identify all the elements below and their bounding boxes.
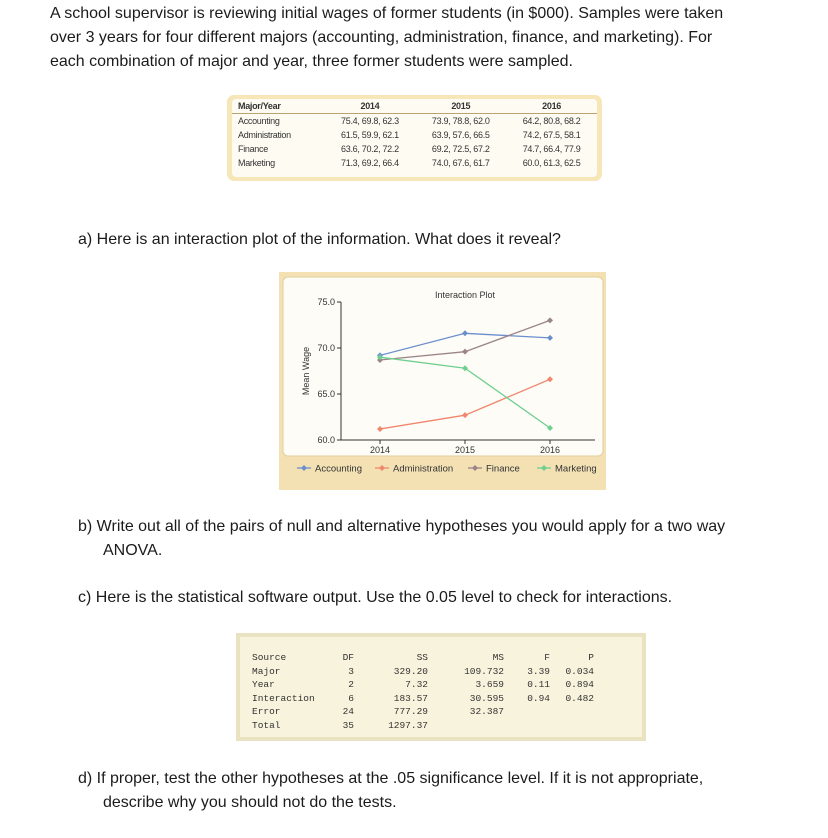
legend-swatch-marker xyxy=(472,465,478,471)
cell-2016: 74.2, 67.5, 58.1 xyxy=(522,130,581,140)
anova-df: 3 xyxy=(348,665,354,677)
problem-intro xyxy=(50,2,800,74)
y-tick-label: 70.0 xyxy=(317,343,335,353)
table-row xyxy=(232,142,597,156)
wage-data-table xyxy=(227,95,602,181)
question-c: c) Here is the statistical software output. Use the 0.05 level to check for interactions. xyxy=(78,589,673,606)
anova-p: 0.482 xyxy=(565,692,594,704)
anova-p xyxy=(550,719,594,733)
interaction-plot-svg xyxy=(279,272,606,490)
anova-ss: 7.32 xyxy=(405,679,428,691)
anova-f: 0.94 xyxy=(527,692,550,704)
question-b xyxy=(78,515,798,563)
anova-row xyxy=(252,665,594,679)
data-table-header xyxy=(232,99,597,114)
anova-header-df: DF xyxy=(342,652,354,664)
cell-2015: 73.9, 78.8, 62.0 xyxy=(431,116,490,126)
anova-df: 35 xyxy=(342,719,354,731)
y-tick-label: 60.0 xyxy=(317,435,335,445)
table-row xyxy=(232,128,597,142)
x-tick-label: 2016 xyxy=(539,445,561,455)
anova-header-p: P xyxy=(588,652,594,664)
anova-source: Interaction xyxy=(252,692,315,704)
row-major: Accounting xyxy=(238,116,280,126)
cell-2016: 60.0, 61.3, 62.5 xyxy=(522,158,581,168)
anova-row xyxy=(252,705,594,719)
legend-swatch-marker xyxy=(301,465,307,471)
y-tick-label: 75.0 xyxy=(317,297,335,307)
intro-line-3: each combination of major and year, three former students were sampled. xyxy=(50,53,573,70)
row-major: Administration xyxy=(238,130,291,140)
anova-ms: 3.659 xyxy=(475,679,504,691)
legend-swatch-marker xyxy=(379,465,385,471)
legend-label-accounting: Accounting xyxy=(315,463,363,475)
cell-2014: 61.5, 59.9, 62.1 xyxy=(341,130,399,140)
anova-ss: 329.20 xyxy=(393,665,428,677)
cell-2015: 69.2, 72.5, 67.2 xyxy=(431,144,490,154)
anova-df: 2 xyxy=(348,679,354,691)
anova-source: Major xyxy=(252,665,281,677)
anova-header-ms: MS xyxy=(492,652,504,664)
question-b-line-2: ANOVA. xyxy=(103,542,163,559)
question-d xyxy=(78,767,798,815)
y-tick-label: 65.0 xyxy=(317,389,335,399)
x-tick-label: 2014 xyxy=(369,445,391,455)
anova-header xyxy=(252,651,594,665)
anova-ss: 1297.37 xyxy=(388,719,428,731)
anova-f: 3.39 xyxy=(527,665,550,677)
anova-df: 6 xyxy=(348,692,354,704)
cell-2015: 63.9, 57.6, 66.5 xyxy=(431,130,490,140)
legend-swatch-marker xyxy=(541,465,547,471)
cell-2016: 64.2, 80.8, 68.2 xyxy=(522,116,581,126)
legend-label-finance: Finance xyxy=(486,463,520,475)
question-a: a) Here is an interaction plot of the information. What does it reveal? xyxy=(78,231,561,248)
anova-header-ss: SS xyxy=(416,652,428,664)
anova-p: 0.894 xyxy=(565,679,594,691)
question-b-line-1: b) Write out all of the pairs of null and alternative hypotheses you would apply for a two way xyxy=(78,518,726,535)
intro-line-2: over 3 years for four different majors (accounting, administration, finance, and marketing). For xyxy=(50,29,713,46)
anova-f: 0.11 xyxy=(527,679,550,691)
cell-2016: 74.7, 66.4, 77.9 xyxy=(522,144,581,154)
y-axis-label: Mean Wage xyxy=(301,346,311,396)
header-major-year: Major/Year xyxy=(232,99,325,114)
anova-f xyxy=(504,719,550,733)
x-tick-label: 2015 xyxy=(454,445,476,455)
header-2014: 2014 xyxy=(325,99,416,114)
row-major: Finance xyxy=(238,144,268,154)
anova-ss: 777.29 xyxy=(393,706,428,718)
question-d-line-2: describe why you should not do the tests. xyxy=(103,794,397,811)
anova-ms: 30.595 xyxy=(469,692,504,704)
question-d-line-1: d) If proper, test the other hypotheses at the .05 significance level. If it is not appropriate, xyxy=(78,770,704,787)
cell-2014: 71.3, 69.2, 66.4 xyxy=(341,158,399,168)
anova-df: 24 xyxy=(342,706,354,718)
anova-row xyxy=(252,719,594,733)
cell-2014: 63.6, 70.2, 72.2 xyxy=(341,144,399,154)
row-major: Marketing xyxy=(238,158,275,168)
anova-source: Error xyxy=(252,706,281,718)
anova-row xyxy=(252,692,594,706)
anova-f xyxy=(504,705,550,719)
anova-header-source: Source xyxy=(252,652,287,664)
anova-ms xyxy=(428,719,504,733)
chart-title: Interaction Plot xyxy=(434,290,496,300)
anova-output xyxy=(236,633,646,741)
anova-source: Total xyxy=(252,719,281,731)
header-2016: 2016 xyxy=(506,99,597,114)
anova-ms: 32.387 xyxy=(469,706,504,718)
interaction-plot xyxy=(279,272,606,490)
intro-line-1: A school supervisor is reviewing initial wages of former students (in $000). Samples were taken xyxy=(50,5,724,22)
anova-ss: 183.57 xyxy=(393,692,428,704)
table-row xyxy=(232,114,597,129)
anova-p xyxy=(550,705,594,719)
header-2015: 2015 xyxy=(415,99,506,114)
anova-row xyxy=(252,678,594,692)
anova-ms: 109.732 xyxy=(464,665,504,677)
legend-label-marketing: Marketing xyxy=(555,463,597,475)
legend-label-administration: Administration xyxy=(393,463,454,475)
anova-header-f: F xyxy=(544,652,550,664)
cell-2014: 75.4, 69.8, 62.3 xyxy=(341,116,399,126)
table-row xyxy=(232,156,597,170)
anova-p: 0.034 xyxy=(565,665,594,677)
cell-2015: 74.0, 67.6, 61.7 xyxy=(431,158,490,168)
anova-source: Year xyxy=(252,679,275,691)
